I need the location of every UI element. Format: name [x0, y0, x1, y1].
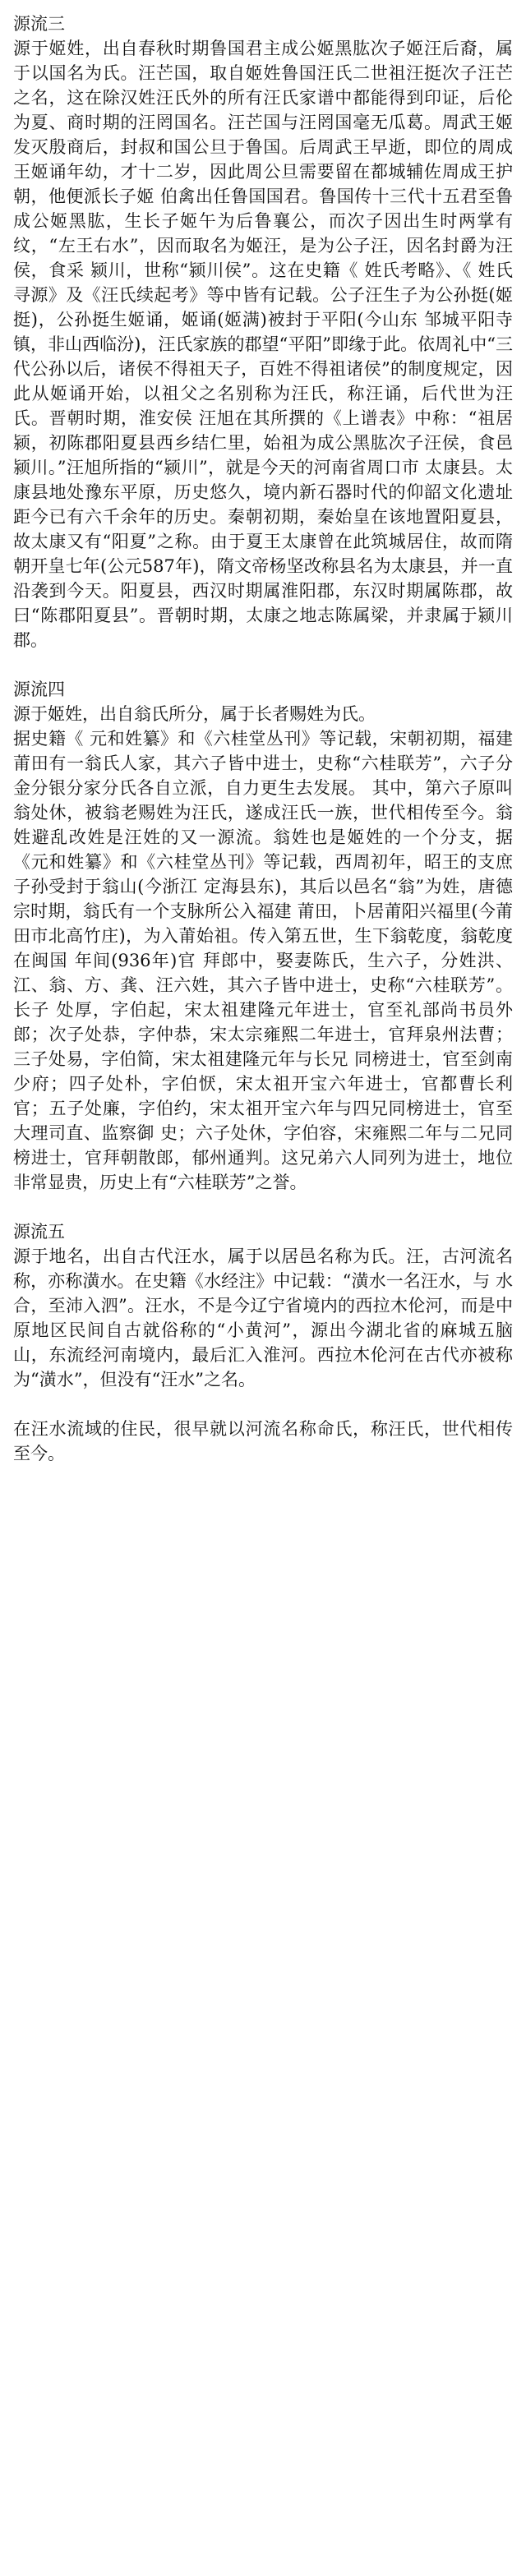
section-heading: 源流四 — [13, 680, 65, 699]
paragraph: 据史籍《 元和姓纂》和《六桂堂丛刊》等记载，宋朝初期，福建莆田有一翁氏人家，其六子皆中进士，史称“六桂联芳”，六子分金分银分家分氏各自立派，自力更生去发展。 其中，第六子原叫翁处休，被翁老赐姓为汪氏，遂成汪氏一族，世代相传至今。翁姓避乱改姓是汪姓的又一源流。翁姓也是姬姓的一个分支，据《元和姓纂》和《六桂堂丛刊》等记载，西周初年，昭王的支庶子孙受封于翁山(今浙江 定海县东)，其后以邑名“翁”为姓，唐德宗时期，翁氏有一个支脉所公入福建 莆田，卜居莆阳兴福里(今莆田市北高竹庄)，为入莆始祖。传入第五世，生下翁乾度，翁乾度在闽国 年间(936年)官 拜郎中，娶妻陈氏，生六子，分姓洪、江、翁、方、龚、汪六姓，其六子皆中进士，史称“六桂联芳”。长子 处厚，字伯起，宋太祖建隆元年进士，官至礼部尚书员外郎；次子处恭，字仲恭，宋太宗雍熙二年进士，官拜泉州法曹；三子处易，字伯简，宋太祖建隆元年与长兄 同榜进士，官至剑南少府；四子处朴，字伯恹，宋太祖开宝六年进士，官都曹长利官；五子处廉，字伯约，宋太祖开宝六年与四兄同榜进士，官至大理司直、监察御 史；六子处休，字伯容，宋雍熙二年与二兄同榜进士，官拜朝散郎，郁州通判。这兄弟六人同列为进士，地位非常显贵，历史上有“六桂联芳”之誉。 — [13, 729, 513, 1192]
section-divider — [13, 1195, 513, 1219]
paragraph-gap — [13, 1392, 513, 1417]
section-heading: 源流三 — [13, 14, 65, 34]
section-heading: 源流五 — [13, 1222, 65, 1242]
paragraph: 在汪水流域的住民，很早就以河流名称命氏，称汪氏，世代相传至今。 — [13, 1419, 513, 1463]
paragraph: 源于地名，出自古代汪水，属于以居邑名称为氏。汪，古河流名称，亦称潢水。在史籍《水经注》中记载：“潢水一名汪水，与 水合，至沛入泗”。汪水，不是今辽宁省境内的西拉木伦河，而是中原地区民间自古就俗称的“小黄河”，源出今湖北省的麻城五脑山，东流经河南境内，最后汇入淮河。西拉木伦河在古代亦被称为“潢水”，但没有“汪水”之名。 — [13, 1247, 513, 1389]
paragraph: 源于姬姓，出自翁氏所分，属于长者赐姓为氏。 — [13, 704, 376, 724]
paragraph: 源于姬姓，出自春秋时期鲁国君主成公姬黑肱次子姬汪后裔，属于以国名为氏。汪芒国，取自姬姓鲁国汪氏二世祖汪挺次子汪芒之名，这在除汉姓汪氏外的所有汪氏家谱中都能得到印证，后伦为夏、商时期的汪罔国名。汪芒国与汪罔国毫无瓜葛。周武王姬发灭殷商后，封叔和国公旦于鲁国。后周武王早逝，即位的周成王姬诵年幼，才十二岁，因此周公旦需要留在都城辅佐周成王护朝，他便派长子姬 伯禽出任鲁国国君。鲁国传十三代十五君至鲁成公姬黑肱，生长子姬午为后鲁襄公，而次子因出生时两掌有纹，“左王右水”，因而取名为姬汪，是为公子汪，因名封爵为汪侯，食采 颍川，世称“颍川侯”。这在史籍《 姓氏考略》、《 姓氏寻源》及《汪氏续起考》等中皆有记载。公子汪生子为公孙挺(姬挺)，公孙挺生姬诵，姬诵(姬满)被封于平阳(今山东 邹城平阳寺镇，非山西临汾)，汪氏家族的郡望“平阳”即缘于此。依周礼中“三代公孙以后，诸侯不得祖天子，百姓不得祖诸侯”的制度规定，因此从姬诵开始，以祖父之名别称为汪氏，称汪诵，后代世为汪氏。晋朝时期，淮安侯 汪旭在其所撰的《上谱表》中称：“祖居颍，初陈郡阳夏县西乡结仁里，始祖为成公黑肱次子汪侯，食邑颍川。”汪旭所指的“颍川”，就是今天的河南省周口市 太康县。太康县地处豫东平原，历史悠久，境内新石器时代的仰韶文化遗址距今已有六千余年的历史。秦朝初期，秦始皇在该地置阳夏县，故太康又有“阳夏”之称。由于夏王太康曾在此筑城居住，故而隋朝开皇七年(公元587年)，隋文帝杨坚改称县名为太康县，并一直沿袭到今天。阳夏县，西汉时期属淮阳郡，东汉时期属陈郡，故曰“陈郡阳夏县”。晋朝时期，太康之地志陈属梁，并隶属于颍川郡。 — [13, 39, 513, 650]
section-divider — [13, 652, 513, 677]
